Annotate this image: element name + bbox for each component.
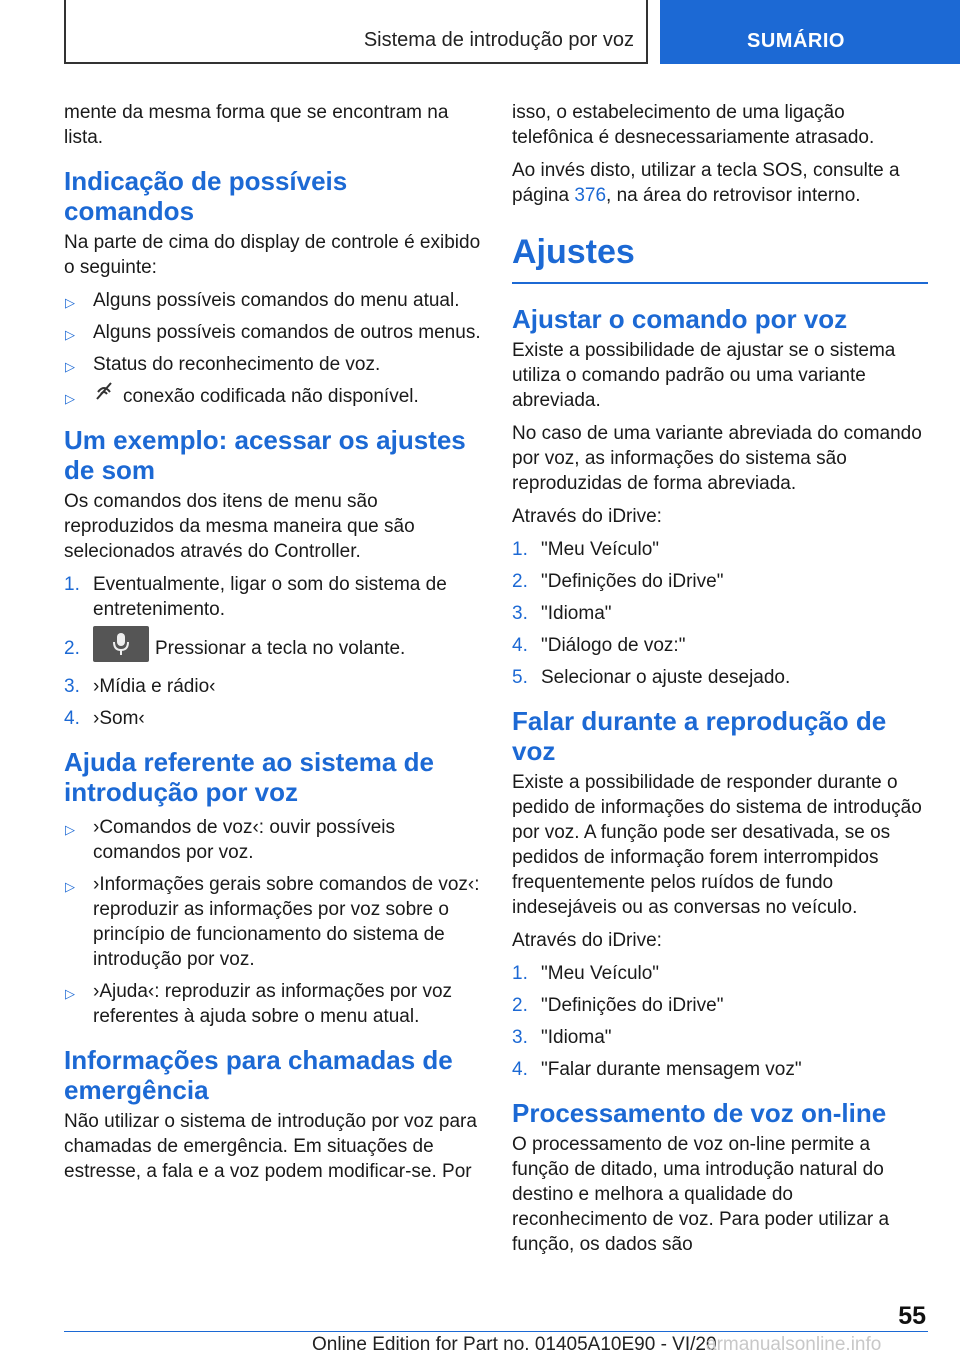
heading-indicacao: Indicação de possíveis comandos [64, 166, 348, 226]
list-item: 2. "Definições do iDrive" [512, 571, 724, 592]
paragraph-ajustar-2: No caso de uma variante abreviada do comando por voz, as informações do sistema são reproduzidas de forma abreviada. [512, 423, 922, 494]
list-item: 2. Pressionar a tecla no volante. [64, 636, 482, 662]
section-title: Sistema de introdução por voz [363, 29, 634, 51]
paragraph-emergencia: Não utilizar o sistema de introdução por voz para chamadas de emergência. Em situações de estresse, a fala e a voz podem modificar-se. Por [64, 1111, 477, 1183]
heading-online: Processamento de voz on-line [512, 1098, 887, 1128]
list-item: 5. Selecionar o ajuste desejado. [512, 667, 791, 688]
bullet-list-indicacao [64, 288, 482, 409]
step-number: 5. [512, 667, 528, 688]
paragraph-sos: Ao invés disto, utilizar a tecla SOS, consulte a página 376, na área do retrovisor interno. [512, 160, 900, 206]
paragraph-idrive-2: Através do iDrive: [512, 930, 662, 951]
list-item: 2. "Definições do iDrive" [512, 995, 724, 1016]
triangle-right-icon: ▷ [65, 391, 75, 406]
list-item: 4. ›Som‹ [64, 708, 145, 730]
paragraph-continuation: isso, o estabelecimento de uma ligação telefônica é desnecessariamente atrasado. [512, 102, 875, 148]
step-number: 1. [64, 574, 80, 596]
list-item: ▷ ›Comandos de voz‹: ouvir possíveis comandos por voz. [65, 817, 396, 864]
heading-ajuda: Ajuda referente ao sistema de introdução por voz [64, 747, 434, 808]
footer-divider [64, 1331, 928, 1332]
list-item: 3. "Idioma" [512, 603, 612, 624]
edition-text: Online Edition for Part no. 01405A10E90 - VI/20 [312, 1334, 717, 1355]
numbered-list-exemplo [64, 572, 482, 731]
paragraph-exemplo: Os comandos dos itens de menu são reproduzidos da mesma maneira que são selecionados através do Controller. [64, 491, 415, 563]
contents-tab-label: SUMÁRIO [747, 30, 845, 52]
paragraph-idrive-1: Através do iDrive: [512, 506, 662, 527]
list-item: 4. "Diálogo de voz:" [512, 635, 686, 656]
list-item: ▷ Status do reconhecimento de voz. [64, 352, 482, 377]
list-item: ▷ conexão codificada não disponível. [64, 384, 482, 409]
step-number: 3. [64, 676, 80, 698]
heading-emergencia: Informações para chamadas de emergência [64, 1045, 453, 1106]
header-section-box [64, 0, 648, 64]
list-item: ▷ Alguns possíveis comandos de outros menus. [64, 320, 482, 345]
paragraph-indicacao: Na parte de cima do display de controle é exibido o seguinte: [64, 232, 481, 278]
triangle-right-icon: ▷ [65, 822, 75, 838]
list-item: ▷ ›Ajuda‹: reproduzir as informações por voz referentes à ajuda sobre o menu atual. [65, 981, 453, 1028]
list-item: 1. Eventualmente, ligar o som do sistema de entretenimento. [64, 574, 447, 621]
triangle-right-icon: ▷ [65, 879, 75, 895]
step-number: 2. [512, 995, 528, 1016]
step-number: 3. [512, 603, 528, 624]
paragraph-online: O processamento de voz on-line permite a função de ditado, uma introdução natural do destino e melhora a qualidade do reconhecimento de voz. Para poder utilizar a função, os dados são [512, 1134, 890, 1255]
heading-falar: Falar durante a reprodução de voz [512, 706, 887, 766]
page-link[interactable]: 376 [574, 185, 607, 206]
step-number: 4. [64, 708, 80, 730]
triangle-right-icon: ▷ [65, 295, 75, 310]
list-item: 1. "Meu Veículo" [512, 539, 660, 560]
step-number: 3. [512, 1027, 528, 1048]
intro-paragraph: mente da mesma forma que se encontram na lista. [64, 102, 449, 148]
heading-ajustar: Ajustar o comando por voz [512, 304, 848, 334]
step-number: 1. [512, 963, 528, 984]
list-item: 3. ›Mídia e rádio‹ [64, 676, 216, 698]
triangle-right-icon: ▷ [65, 327, 75, 342]
paragraph-falar: Existe a possibilidade de responder durante o pedido de informações do sistema de introdução por voz. A função pode ser desativada, se os pedidos de informação forem interrompidos frequentemente pelos ruídos de fundo indesejáveis ou as conversas no veículo. [512, 772, 922, 918]
right-column [512, 100, 928, 1265]
numbered-list-ajustar [512, 537, 928, 690]
bullet-list-ajuda [64, 815, 482, 1029]
paragraph-ajustar-1: Existe a possibilidade de ajustar se o sistema utiliza o comando padrão ou uma variante abreviada. [512, 340, 896, 411]
step-number: 2. [64, 638, 80, 660]
list-item: ▷ ›Informações gerais sobre comandos de voz‹: reproduzir as informações por voz sobre o princípio de funcionamento do sistema de introdução por voz. [65, 874, 480, 971]
microphone-icon [93, 626, 149, 662]
step-number: 1. [512, 539, 528, 560]
no-connection-icon [93, 380, 115, 409]
list-item: 1. "Meu Veículo" [512, 963, 660, 984]
numbered-list-falar [512, 961, 928, 1082]
contents-tab[interactable] [660, 0, 960, 64]
step-number: 4. [512, 1059, 528, 1080]
heading-ajustes: Ajustes [512, 232, 928, 284]
step-number: 4. [512, 635, 528, 656]
heading-exemplo: Um exemplo: acessar os ajustes de som [64, 425, 466, 486]
step-number: 2. [512, 571, 528, 592]
triangle-right-icon: ▷ [65, 986, 75, 1002]
watermark-logo: armanualsonline.info [706, 1334, 882, 1355]
list-item: 4. "Falar durante mensagem voz" [512, 1059, 802, 1080]
triangle-right-icon: ▷ [65, 359, 75, 374]
page-number: 55 [898, 1302, 926, 1330]
left-column [64, 100, 482, 1192]
list-item: ▷ Alguns possíveis comandos do menu atual. [64, 288, 482, 313]
list-item: 3. "Idioma" [512, 1027, 612, 1048]
